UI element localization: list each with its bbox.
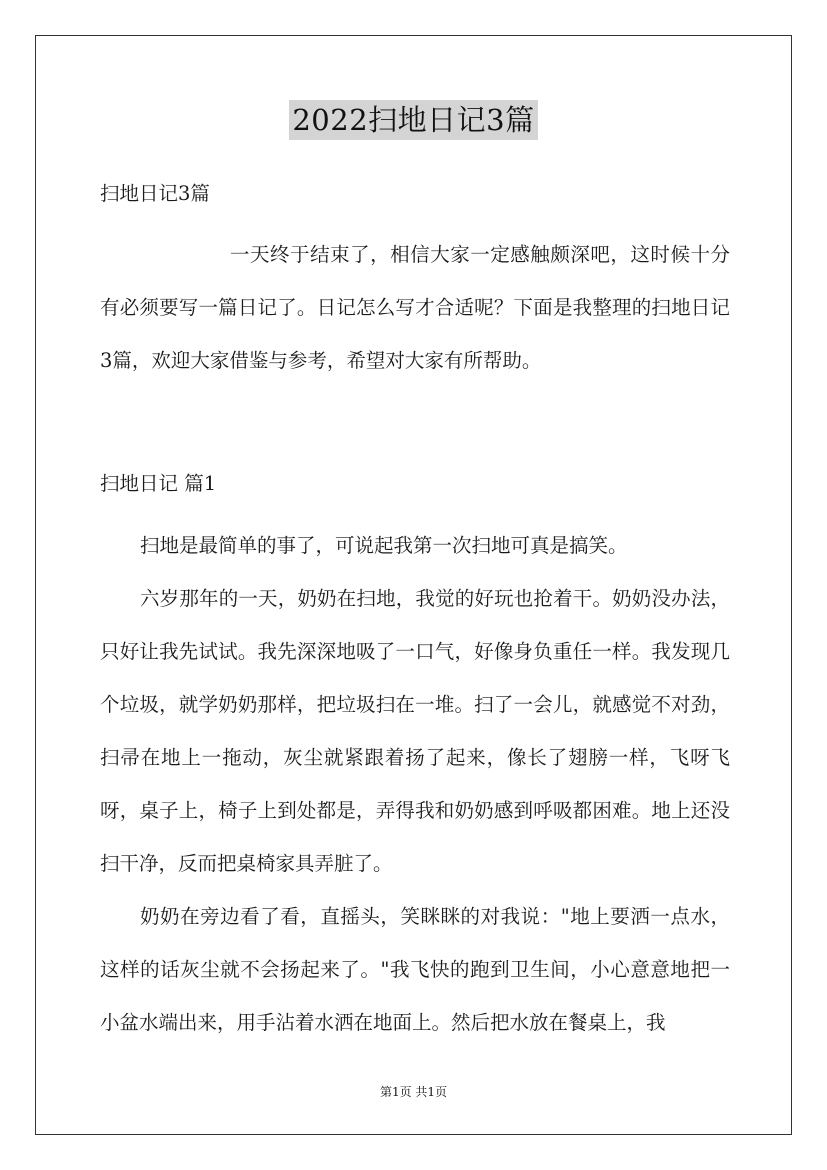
body-paragraph-1: 扫地是最简单的事了，可说起我第一次扫地可真是搞笑。 [140,534,628,557]
page-number: 第1页 共1页 [379,1085,448,1099]
page-footer [0,1083,827,1101]
body-paragraph-3: 奶奶在旁边看了看，直摇头，笑眯眯的对我说："地上要洒一点水，这样的话灰尘就不会扬起来了。"我飞快的跑到卫生间，小心意意地把一小盆水端出来，用手沾着水洒在地面上。然后把水放在餐桌上，我 [100,905,730,1034]
title-container [0,100,827,140]
intro-paragraph: 一天终于结束了，相信大家一定感触颇深吧，这时候十分有必须要写一篇日记了。日记怎么写才合适呢？下面是我整理的扫地日记3篇，欢迎大家借鉴与参考，希望对大家有所帮助。 [100,243,730,372]
body-paragraph-2: 六岁那年的一天，奶奶在扫地，我觉的好玩也抢着干。奶奶没办法，只好让我先试试。我先深深地吸了一口气，好像身负重任一样。我发现几个垃圾，就学奶奶那样，把垃圾扫在一堆。扫了一会儿，就感觉不对劲，扫帚在地上一拖动，灰尘就紧跟着扬了起来，像长了翅膀一样，飞呀飞呀，桌子上，椅子上到处都是，弄得我和奶奶感到呼吸都困难。地上还没扫干净，反而把桌椅家具弄脏了。 [100,587,730,875]
document-title: 2022扫地日记3篇 [289,100,537,140]
document-subtitle: 扫地日记3篇 [100,182,210,205]
section-heading: 扫地日记 篇1 [100,472,217,495]
document-body [100,173,730,1049]
